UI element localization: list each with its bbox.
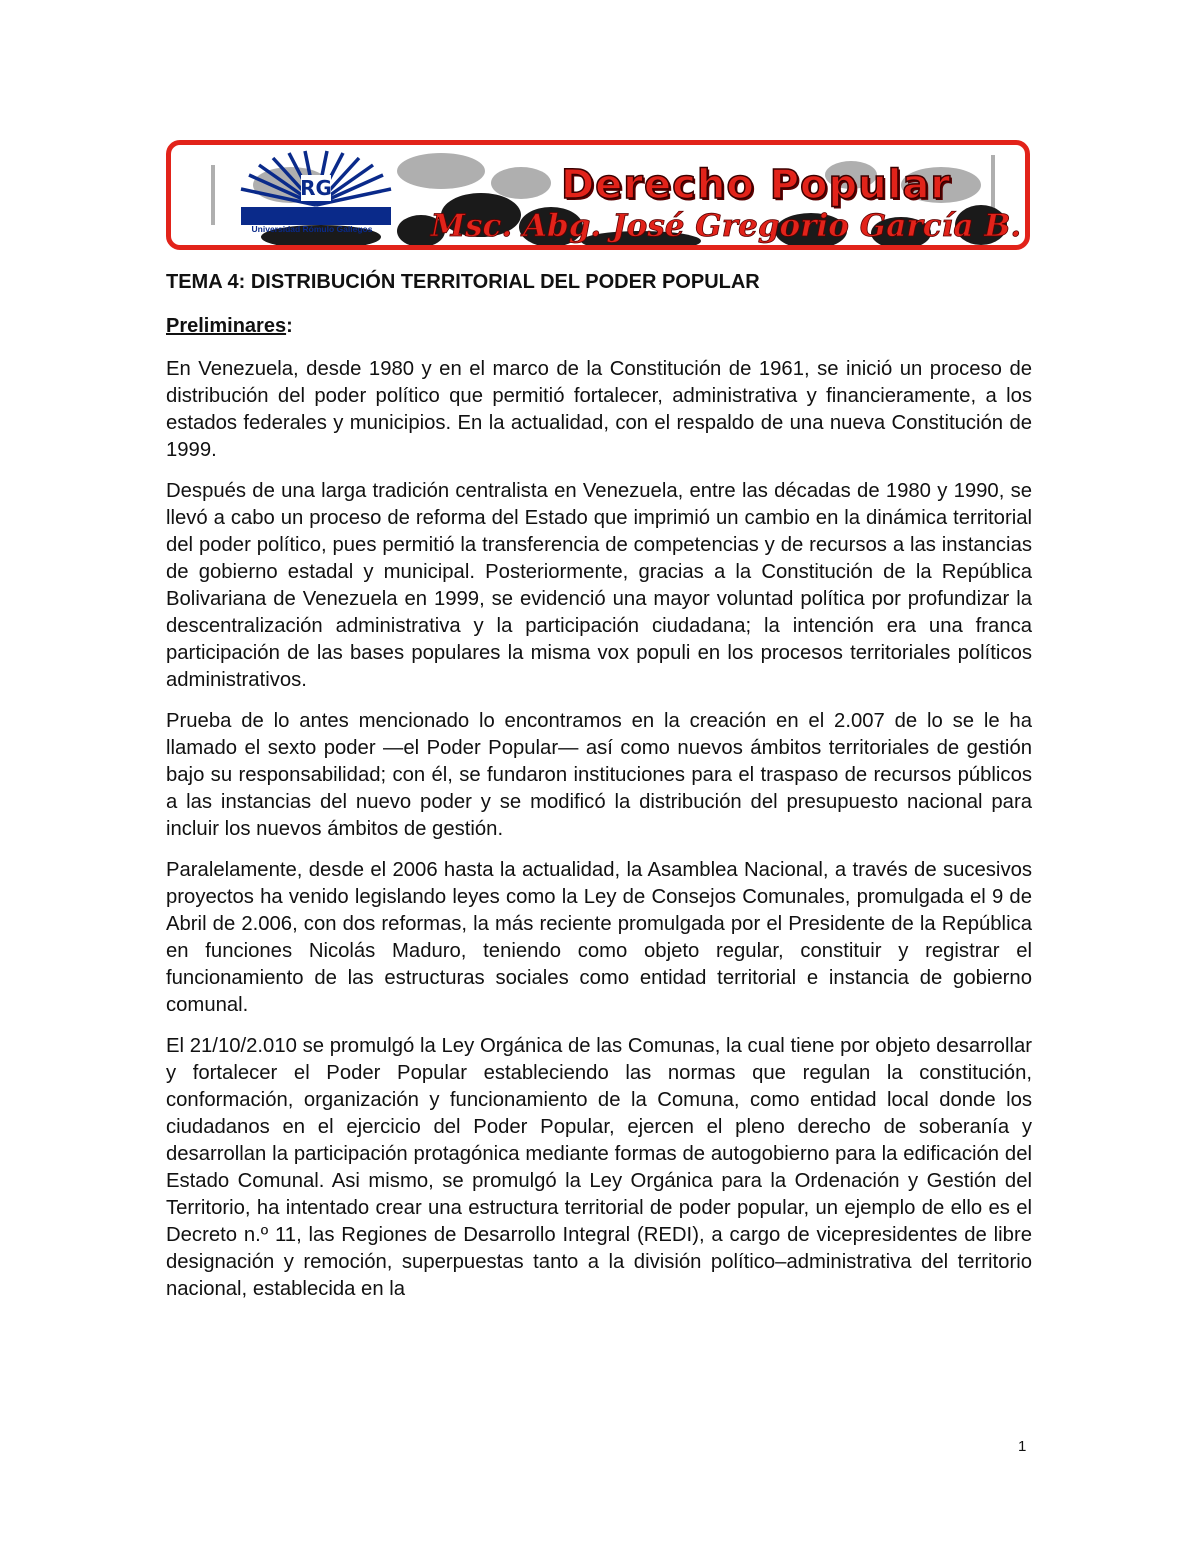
banner-title: Derecho Popular [560, 162, 952, 208]
document-heading: TEMA 4: DISTRIBUCIÓN TERRITORIAL DEL PODER POPULAR [166, 271, 760, 293]
svg-text:RG: RG [300, 176, 332, 200]
paragraph: Paralelamente, desde el 2006 hasta la actualidad, la Asamblea Nacional, a través de sucesivos proyectos ha venido legislando leyes como la Ley de Consejos Comunales, promulgada el 9 de Abril de 2.006, con dos reformas, la más reciente promulgada por el Presidente de la República en funciones Nicolás Maduro, teniendo como objeto regular, constituir y registrar el funcionamiento de las estructuras sociales como entidad territorial e instancia de gobierno comunal. [166, 859, 1032, 1016]
page-number: 1 [1018, 1438, 1027, 1455]
paragraph: En Venezuela, desde 1980 y en el marco de la Constitución de 1961, se inició un proceso de distribución del poder político que permitió fortalecer, administrativa y financieramente, a los estados federales y municipios. En la actualidad, con el respaldo de una nueva Constitución de 1999. [166, 358, 1032, 461]
paragraph: Después de una larga tradición centralista en Venezuela, entre las décadas de 1980 y 1990, se llevó a cabo un proceso de reforma del Estado que imprimió un cambio en la dinámica territorial del poder político, pues permitió la transferencia de competencias y de recursos a las instancias de gobierno estadal y municipal. Posteriormente, gracias a la Constitución de la República Bolivariana de Venezuela en 1999, se evidenció una mayor voluntad política por profundizar la descentralización administrativa y la participación ciudadana; la intención era una franca participación de las bases populares la misma vox populi en los procesos territoriales políticos administrativos. [166, 480, 1032, 691]
document-body [166, 356, 1032, 1317]
paragraph: El 21/10/2.010 se promulgó la Ley Orgánica de las Comunas, la cual tiene por objeto desarrollar y fortalecer el Poder Popular estableciendo las normas que regulan la constitución, conformación, organización y funcionamiento de la Comuna, como entidad local donde los ciudadanos en el ejercicio del Poder Popular, ejercen el pleno derecho de soberanía y desarrollan la participación protagónica mediante formas de autogobierno para la edificación del Estado Comunal. Asi mismo, se promulgó la Ley Orgánica para la Ordenación y Gestión del Territorio, ha intentado crear una estructura territorial de poder popular, un ejemplo de ello es el Decreto n.º 11, las Regiones de Desarrollo Integral (REDI), a cargo de vicepresidentes de libre designación y remoción, superpuestas tanto a la división político–administrativa del territorio nacional, establecida en la [166, 1035, 1032, 1300]
banner-author: Msc. Abg. José Gregorio García B. [430, 208, 1022, 244]
subheading-colon: : [286, 315, 293, 337]
header-banner [166, 140, 1030, 250]
section-subheading [166, 315, 293, 338]
paragraph: Prueba de lo antes mencionado lo encontramos en la creación en el 2.007 de lo se le ha llamado el sexto poder —el Poder Popular— así como nuevos ámbitos territoriales de gestión bajo su responsabilidad; con él, se fundaron instituciones para el traspaso de recursos públicos a las instancias del nuevo poder y se modificó la distribución del presupuesto nacional para incluir los nuevos ámbitos de gestión. [166, 710, 1032, 840]
university-name: Universidad Rómulo Gallegos [251, 224, 373, 234]
subheading-label: Preliminares [166, 315, 287, 337]
